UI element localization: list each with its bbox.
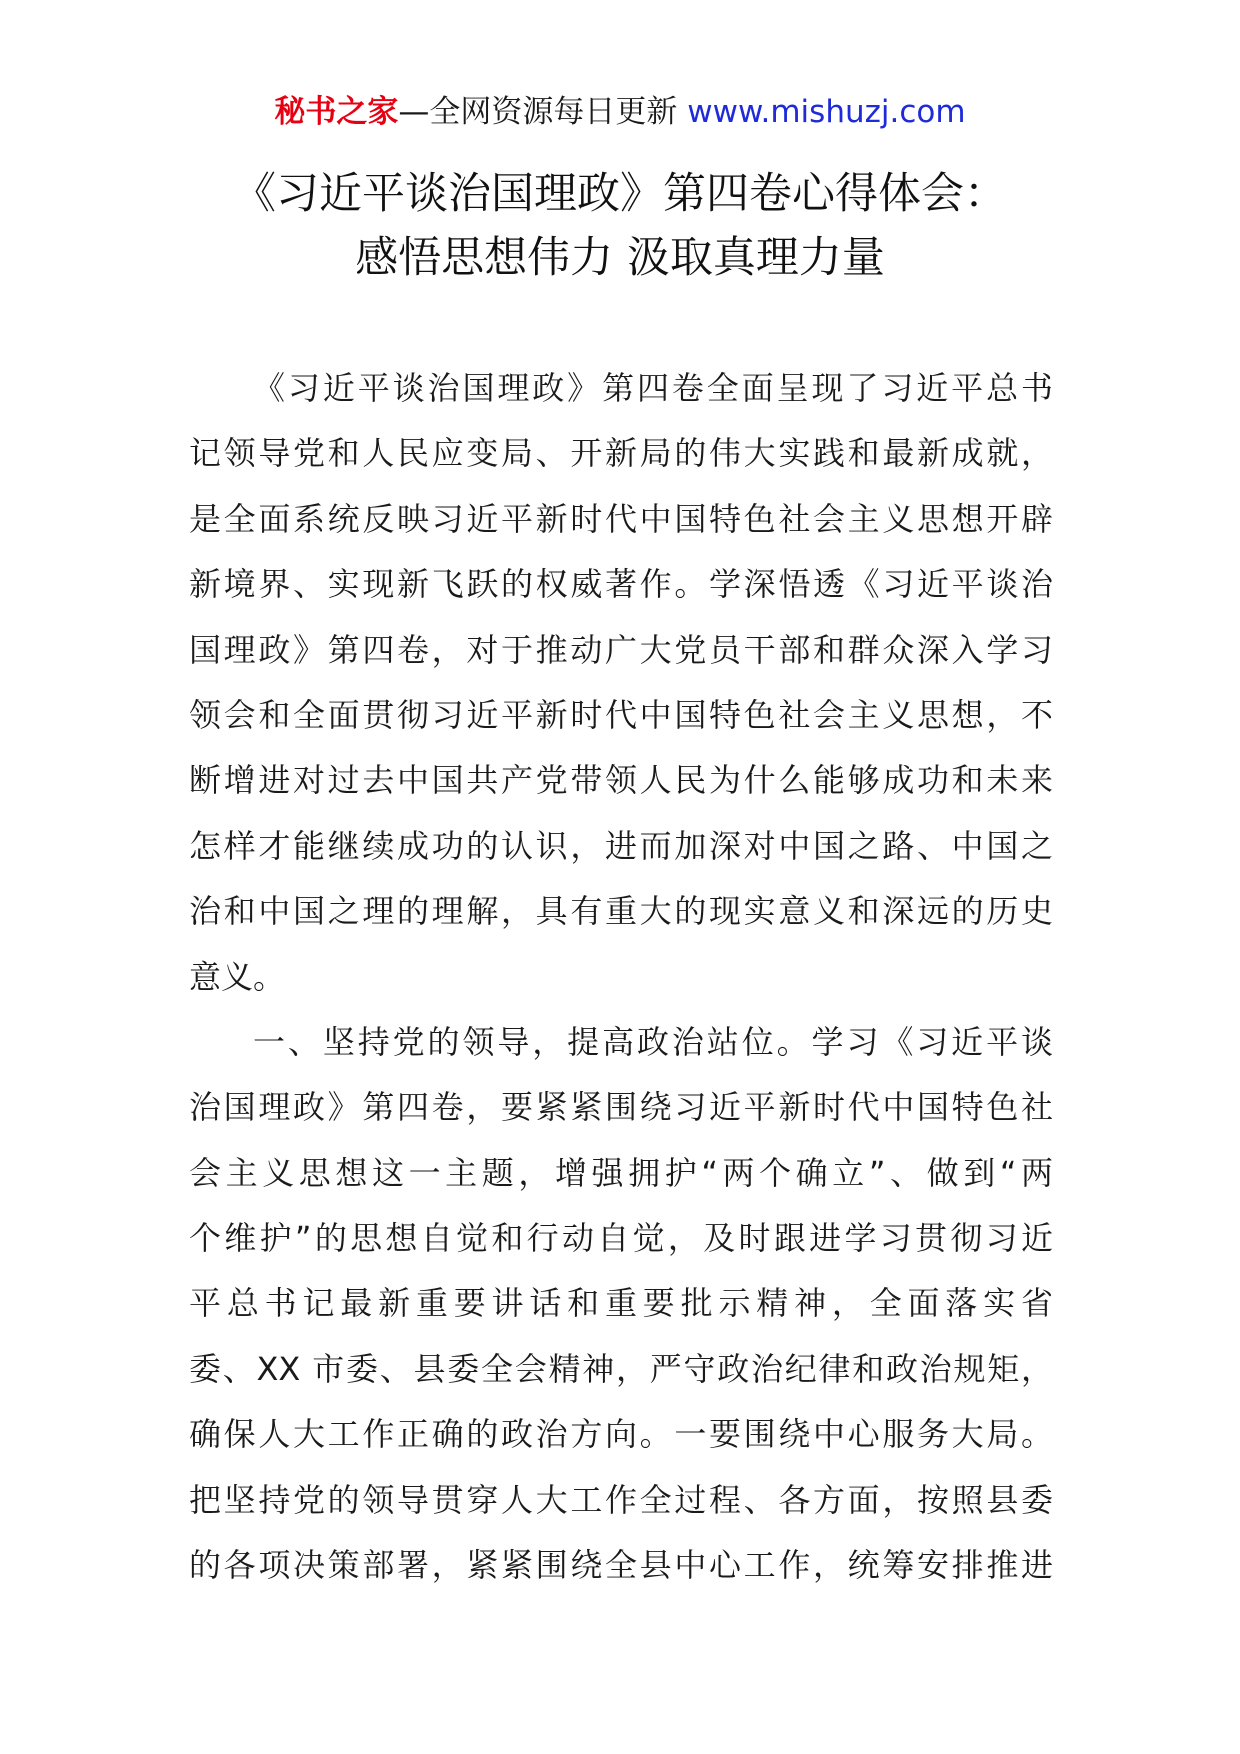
body-line: 个维护”的思想自觉和行动自觉，及时跟进学习贯彻习近 xyxy=(189,1219,1053,1258)
body-line: 的各项决策部署，紧紧围绕全县中心工作，统筹安排推进 xyxy=(189,1546,1053,1585)
body-line: 治和中国之理的理解，具有重大的现实意义和深远的历史 xyxy=(189,892,1053,931)
body-line: 平总书记最新重要讲话和重要批示精神，全面落实省 xyxy=(189,1284,1053,1323)
body-line: 断增进对过去中国共产党带领人民为什么能够成功和未来 xyxy=(189,761,1053,800)
body-line: 怎样才能继续成功的认识，进而加深对中国之路、中国之 xyxy=(189,826,1053,865)
title-line-1: 《习近平谈治国理政》第四卷心得体会： xyxy=(233,169,1007,219)
body-line: 新境界、实现新飞跃的权威著作。学深悟透《习近平谈治 xyxy=(189,565,1053,604)
body-line: 会主义思想这一主题，增强拥护“两个确立”、做到“两 xyxy=(189,1153,1053,1192)
site-header xyxy=(0,92,1240,132)
title-line-2: 感悟思想伟力 汲取真理力量 xyxy=(355,233,885,283)
body-line: 委、XX 市委、县委全会精神，严守政治纪律和政治规矩， xyxy=(189,1349,1053,1388)
site-brand: 秘书之家 xyxy=(274,94,399,130)
body-line: 《习近平谈治国理政》第四卷全面呈现了习近平总书 xyxy=(253,369,1053,407)
site-tagline: —全网资源每日更新 xyxy=(398,94,688,130)
body-line: 国理政》第四卷，对于推动广大党员干部和群众深入学习 xyxy=(189,630,1053,669)
body-line: 把坚持党的领导贯穿人大工作全过程、各方面，按照县委 xyxy=(189,1480,1053,1519)
site-url-link[interactable]: www.mishuzj.com xyxy=(687,94,966,130)
body-line: 治国理政》第四卷，要紧紧围绕习近平新时代中国特色社 xyxy=(189,1088,1053,1127)
body-line: 意义。 xyxy=(189,957,286,996)
document-title xyxy=(0,162,1240,290)
body-line: 领会和全面贯彻习近平新时代中国特色社会主义思想，不 xyxy=(189,695,1053,734)
body-line: 一、坚持党的领导，提高政治站位。学习《习近平谈 xyxy=(253,1022,1053,1061)
body-line: 记领导党和人民应变局、开新局的伟大实践和最新成就， xyxy=(189,434,1053,473)
body-line: 是全面系统反映习近平新时代中国特色社会主义思想开辟 xyxy=(189,499,1053,538)
body-line: 确保人大工作正确的政治方向。一要围绕中心服务大局。 xyxy=(189,1415,1053,1454)
document-body xyxy=(189,356,1053,1598)
